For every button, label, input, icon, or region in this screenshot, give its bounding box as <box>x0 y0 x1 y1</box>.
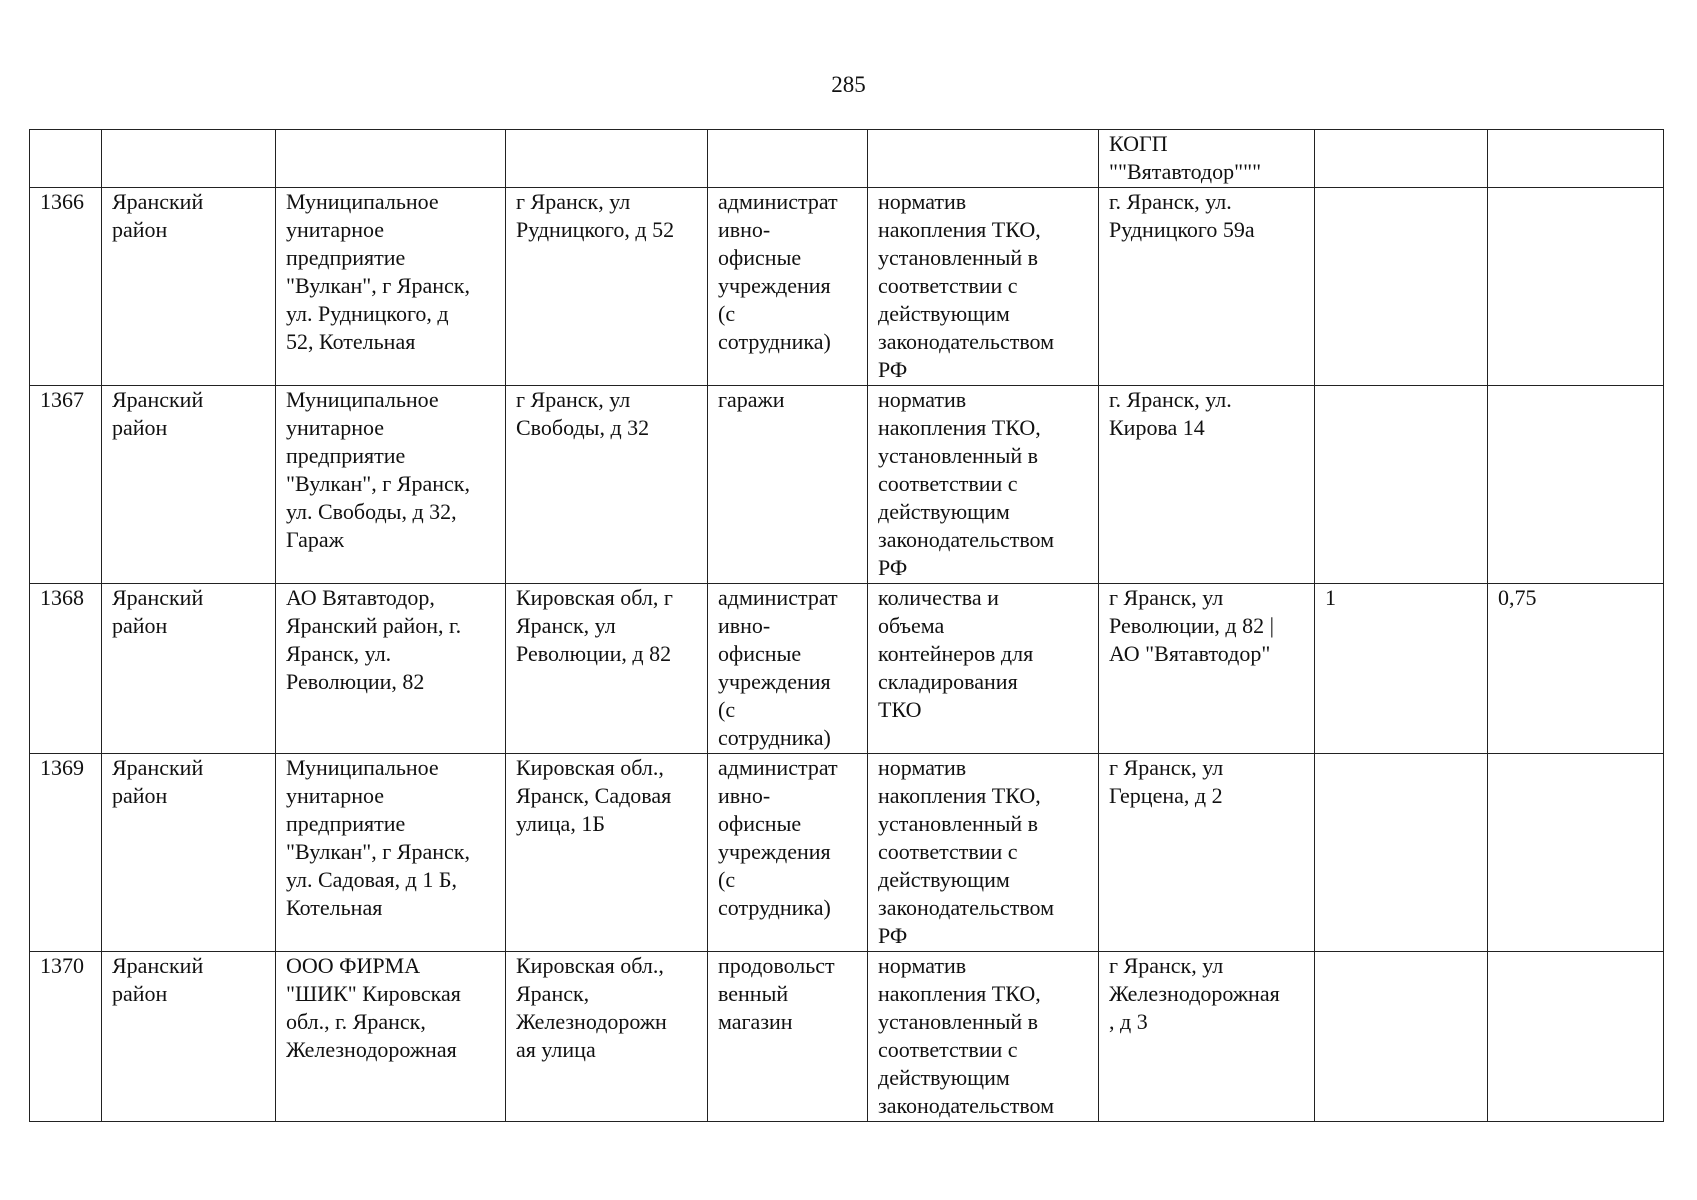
calculation-method-cell <box>868 130 1099 188</box>
district-cell: Яранский район <box>102 386 276 584</box>
table-row <box>30 584 1664 754</box>
row-number-cell: 1368 <box>30 584 102 754</box>
table-row <box>30 188 1664 386</box>
address-cell: Кировская обл, г Яранск, ул Революции, д 82 <box>506 584 708 754</box>
table-row <box>30 952 1664 1122</box>
row-number-cell: 1369 <box>30 754 102 952</box>
container-count-cell <box>1315 952 1488 1122</box>
address-cell: г Яранск, ул Рудницкого, д 52 <box>506 188 708 386</box>
district-cell: Яранский район <box>102 584 276 754</box>
table-row <box>30 130 1664 188</box>
waste-site-registry-table <box>29 129 1664 1122</box>
container-count-cell <box>1315 188 1488 386</box>
organization-cell: АО Вятавтодор, Яранский район, г. Яранск, ул. Революции, 82 <box>276 584 506 754</box>
container-volume-cell <box>1488 386 1664 584</box>
calculation-method-cell: количества и объема контейнеров для складирования ТКО <box>868 584 1099 754</box>
row-number-cell: 1366 <box>30 188 102 386</box>
organization-cell: Муниципальное унитарное предприятие "Вулкан", г Яранск, ул. Свободы, д 32, Гараж <box>276 386 506 584</box>
organization-cell: ООО ФИРМА "ШИК" Кировская обл., г. Яранск, Железнодорожная <box>276 952 506 1122</box>
calculation-method-cell: норматив накопления ТКО, установленный в соответствии с действующим законодательством <box>868 952 1099 1122</box>
table-row <box>30 754 1664 952</box>
organization-cell <box>276 130 506 188</box>
calculation-method-cell: норматив накопления ТКО, установленный в соответствии с действующим законодательством РФ <box>868 188 1099 386</box>
address-cell <box>506 130 708 188</box>
container-count-cell <box>1315 386 1488 584</box>
container-volume-cell <box>1488 754 1664 952</box>
category-cell: администрат ивно- офисные учреждения (с сотрудника) <box>708 754 868 952</box>
collection-site-cell: КОГП ""Вятавтодор""" <box>1099 130 1315 188</box>
row-number-cell: 1370 <box>30 952 102 1122</box>
collection-site-cell: г Яранск, ул Железнодорожная , д 3 <box>1099 952 1315 1122</box>
category-cell: администрат ивно- офисные учреждения (с сотрудника) <box>708 188 868 386</box>
district-cell <box>102 130 276 188</box>
container-volume-cell <box>1488 188 1664 386</box>
organization-cell: Муниципальное унитарное предприятие "Вулкан", г Яранск, ул. Рудницкого, д 52, Котельная <box>276 188 506 386</box>
organization-cell: Муниципальное унитарное предприятие "Вулкан", г Яранск, ул. Садовая, д 1 Б, Котельная <box>276 754 506 952</box>
row-number-cell: 1367 <box>30 386 102 584</box>
calculation-method-cell: норматив накопления ТКО, установленный в соответствии с действующим законодательством РФ <box>868 386 1099 584</box>
page-number: 285 <box>831 72 866 97</box>
category-cell: гаражи <box>708 386 868 584</box>
address-cell: Кировская обл., Яранск, Садовая улица, 1Б <box>506 754 708 952</box>
district-cell: Яранский район <box>102 952 276 1122</box>
container-count-cell <box>1315 130 1488 188</box>
category-cell: продовольст венный магазин <box>708 952 868 1122</box>
address-cell: Кировская обл., Яранск, Железнодорожн ая улица <box>506 952 708 1122</box>
collection-site-cell: г Яранск, ул Герцена, д 2 <box>1099 754 1315 952</box>
container-volume-cell <box>1488 130 1664 188</box>
category-cell: администрат ивно- офисные учреждения (с сотрудника) <box>708 584 868 754</box>
collection-site-cell: г. Яранск, ул. Рудницкого 59а <box>1099 188 1315 386</box>
address-cell: г Яранск, ул Свободы, д 32 <box>506 386 708 584</box>
row-number-cell <box>30 130 102 188</box>
district-cell: Яранский район <box>102 754 276 952</box>
calculation-method-cell: норматив накопления ТКО, установленный в соответствии с действующим законодательством РФ <box>868 754 1099 952</box>
container-count-cell: 1 <box>1315 584 1488 754</box>
category-cell <box>708 130 868 188</box>
container-volume-cell: 0,75 <box>1488 584 1664 754</box>
collection-site-cell: г. Яранск, ул. Кирова 14 <box>1099 386 1315 584</box>
collection-site-cell: г Яранск, ул Революции, д 82 | АО "Вятавтодор" <box>1099 584 1315 754</box>
container-volume-cell <box>1488 952 1664 1122</box>
table-row <box>30 386 1664 584</box>
district-cell: Яранский район <box>102 188 276 386</box>
container-count-cell <box>1315 754 1488 952</box>
